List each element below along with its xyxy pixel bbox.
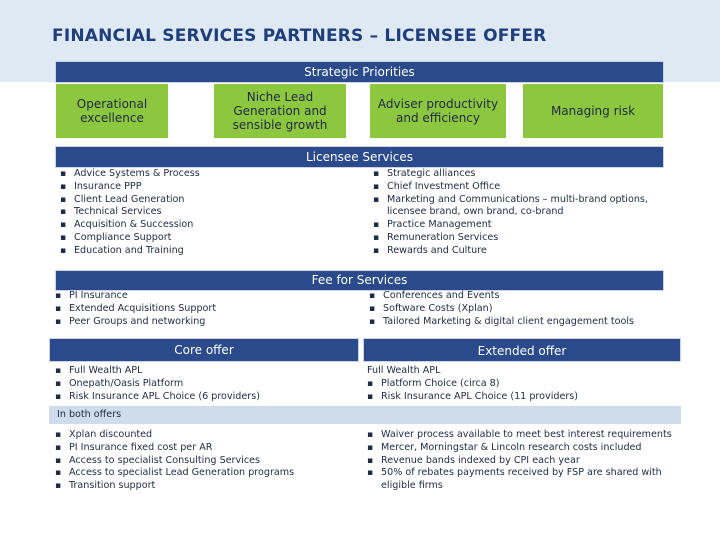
list-item: ▪ Risk Insurance APL Choice (11 providers) <box>367 391 687 404</box>
core-offer-heading: Core offer <box>174 343 234 357</box>
list-item: ▪ Transition support <box>55 480 355 493</box>
list-item: ▪ Marketing and Communications – multi-brand options, licensee brand, own brand, co-brand <box>373 194 683 220</box>
list-item: ▪ Technical Services <box>60 206 350 219</box>
priority-box-adviser-productivity <box>370 84 506 138</box>
strategic-priorities-bar <box>55 61 664 83</box>
list-item: ▪ Rewards and Culture <box>373 245 683 258</box>
priority-label: Operational excellence <box>76 97 148 125</box>
list-item: ▪ Peer Groups and networking <box>55 316 355 329</box>
list-item: ▪ PI Insurance fixed cost per AR <box>55 442 355 455</box>
extended-offer-heading: Extended offer <box>477 344 567 358</box>
list-item: ▪ Access to specialist Consulting Services <box>55 455 355 468</box>
list-item: ▪ Extended Acquisitions Support <box>55 303 355 316</box>
priority-box-operational <box>56 84 168 138</box>
list-item: ▪ Access to specialist Lead Generation programs <box>55 467 355 480</box>
licensee-services-left-list <box>60 168 350 258</box>
list-item: ▪ Compliance Support <box>60 232 350 245</box>
list-item: ▪ Practice Management <box>373 219 683 232</box>
extended-offer-bar <box>363 338 681 362</box>
list-item: ▪ Risk Insurance APL Choice (6 providers) <box>55 391 355 404</box>
priority-label: Managing risk <box>550 104 636 118</box>
priority-box-managing-risk <box>523 84 663 138</box>
list-item: ▪ Tailored Marketing & digital client engagement tools <box>369 316 689 329</box>
licensee-services-heading: Licensee Services <box>305 150 414 164</box>
page-title: FINANCIAL SERVICES PARTNERS – LICENSEE OFFER <box>52 26 547 46</box>
fee-services-right-list <box>369 290 689 328</box>
list-item: ▪ Software Costs (Xplan) <box>369 303 689 316</box>
list-item: ▪ Mercer, Morningstar & Lincoln research costs included <box>367 442 679 455</box>
list-item: ▪ Onepath/Oasis Platform <box>55 378 355 391</box>
licensee-services-bar <box>55 146 664 168</box>
core-offer-list <box>55 365 355 403</box>
fee-for-services-bar <box>55 270 664 291</box>
list-item: ▪ Xplan discounted <box>55 429 355 442</box>
priority-label: Adviser productivity and efficiency <box>377 97 499 125</box>
list-item: ▪ PI Insurance <box>55 290 355 303</box>
list-item: ▪ Remuneration Services <box>373 232 683 245</box>
list-item: ▪ Chief Investment Office <box>373 181 683 194</box>
licensee-services-right-list <box>373 168 683 258</box>
list-item: ▪ 50% of rebates payments received by FSP are shared with eligible firms <box>367 467 679 493</box>
both-offers-left-list <box>55 429 355 493</box>
list-item: ▪ Strategic alliances <box>373 168 683 181</box>
list-item: ▪ Conferences and Events <box>369 290 689 303</box>
priority-label: Niche Lead Generation and sensible growth <box>232 90 328 132</box>
strategic-priorities-heading: Strategic Priorities <box>304 65 415 79</box>
in-both-offers-heading: In both offers <box>57 409 122 420</box>
fee-for-services-heading: Fee for Services <box>311 273 408 287</box>
list-item: ▪ Advice Systems & Process <box>60 168 350 181</box>
in-both-offers-bar <box>49 406 681 424</box>
extended-offer-list <box>367 378 687 404</box>
core-offer-bar <box>49 338 359 362</box>
list-item: ▪ Full Wealth APL <box>55 365 355 378</box>
both-offers-right-list <box>367 429 679 493</box>
fee-services-left-list <box>55 290 355 328</box>
priority-box-lead-generation <box>214 84 346 138</box>
list-item: ▪ Revenue bands indexed by CPI each year <box>367 455 679 468</box>
list-item: ▪ Insurance PPP <box>60 181 350 194</box>
list-item: ▪ Education and Training <box>60 245 350 258</box>
list-item: ▪ Waiver process available to meet best interest requirements <box>367 429 679 442</box>
list-item: ▪ Platform Choice (circa 8) <box>367 378 687 391</box>
list-item: ▪ Client Lead Generation <box>60 194 350 207</box>
list-item: ▪ Acquisition & Succession <box>60 219 350 232</box>
extended-offer-intro: Full Wealth APL <box>367 365 441 376</box>
